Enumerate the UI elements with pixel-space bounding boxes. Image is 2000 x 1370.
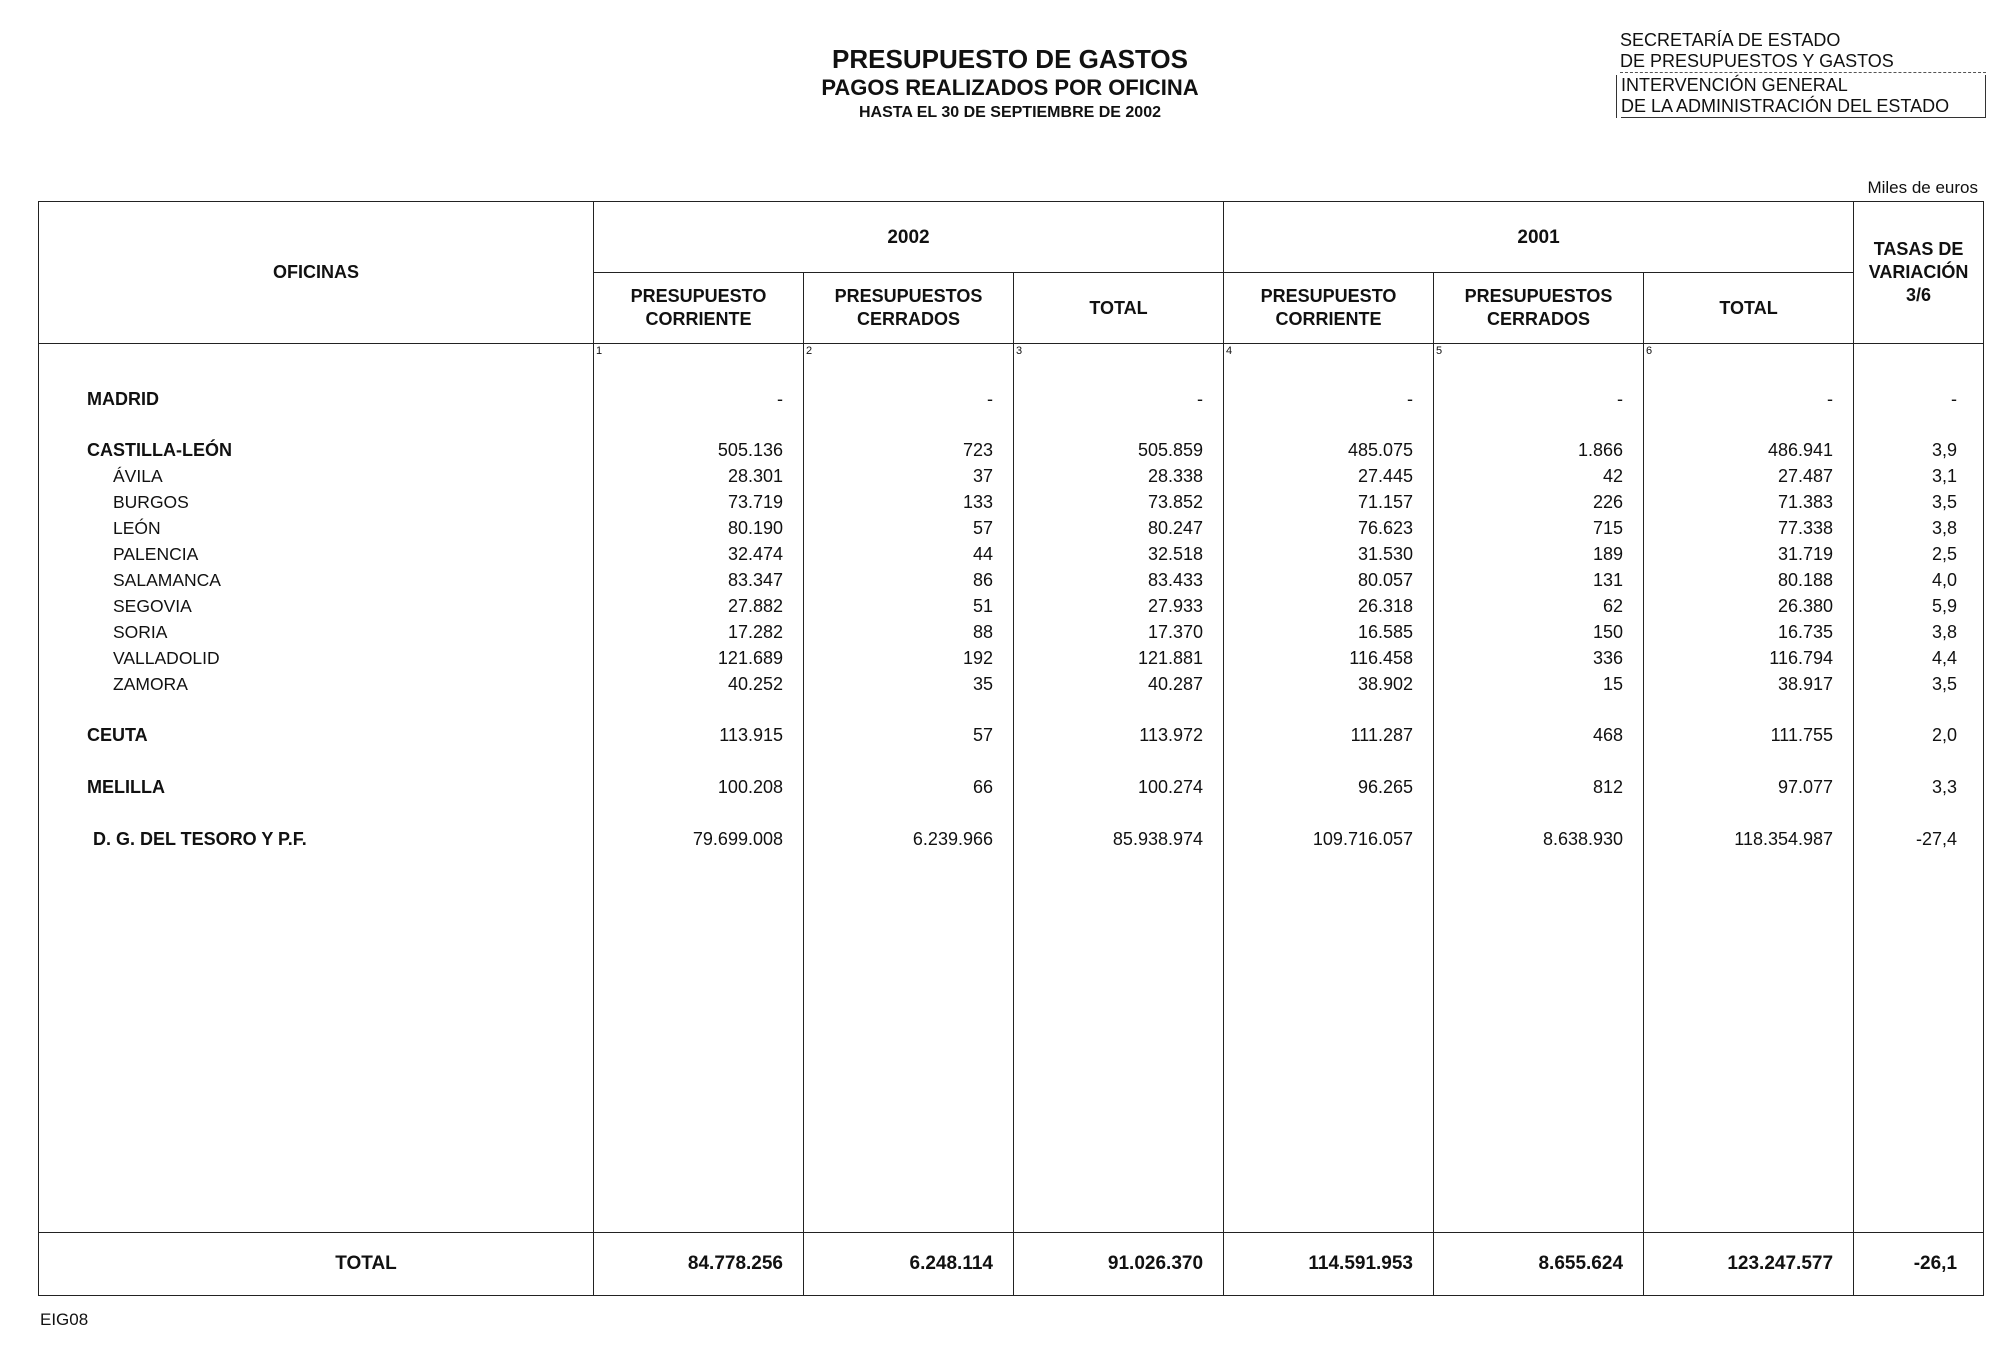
column-number: 5 (1436, 345, 1443, 357)
value-cell: 27.933 (1147, 596, 1204, 616)
value-cell: - (987, 389, 993, 409)
header-2002-corriente (594, 273, 804, 344)
header-2002-cerrados (804, 273, 1014, 344)
header-text: PRESUPUESTOS (834, 286, 983, 306)
value-cell: 192 (962, 648, 993, 668)
column-number: 3 (1016, 345, 1023, 357)
value-cell: - (777, 389, 783, 409)
column-number: 1 (596, 345, 603, 357)
value-cell: 150 (1592, 622, 1624, 642)
header-2001-cerrados (1434, 273, 1644, 344)
total-c2: 6.248.114 (804, 1233, 1014, 1296)
rate-cell: 3,8 (1932, 518, 1958, 538)
value-cell: 80.190 (727, 518, 783, 538)
office-name: LEÓN (113, 518, 161, 538)
header-rate (1854, 202, 1984, 344)
col-3 (1014, 344, 1224, 1233)
header-text: PRESUPUESTO (630, 286, 767, 306)
value-cell: 485.075 (1347, 440, 1414, 460)
value-cell: 80.188 (1777, 570, 1834, 590)
organization-block (1616, 30, 1986, 118)
header-text: PRESUPUESTOS (1464, 286, 1613, 306)
value-cell: 71.157 (1357, 492, 1414, 512)
value-cell: 131 (1592, 570, 1624, 590)
value-cell: 111.755 (1770, 725, 1834, 745)
value-cell: 468 (1592, 725, 1624, 745)
total-c1: 84.778.256 (594, 1233, 804, 1296)
total-c4: 114.591.953 (1224, 1233, 1434, 1296)
value-cell: 26.318 (1357, 596, 1414, 616)
value-cell: 71.383 (1777, 492, 1834, 512)
header-year-2002: 2002 (594, 202, 1224, 273)
rate-cell: -27,4 (1916, 829, 1958, 849)
col-2 (804, 344, 1014, 1233)
total-c5: 8.655.624 (1434, 1233, 1644, 1296)
header-text: CERRADOS (1487, 309, 1591, 329)
col-rate (1854, 344, 1984, 1233)
value-cell: 31.719 (1777, 544, 1834, 564)
report-title: PRESUPUESTO DE GASTOS (832, 44, 1188, 74)
value-cell: 37 (972, 466, 993, 486)
value-cell: 32.474 (727, 544, 783, 564)
value-cell: 27.445 (1357, 466, 1414, 486)
value-cell: 812 (1592, 777, 1624, 797)
total-row (39, 1233, 1984, 1296)
rate-header-line-3: 3/6 (1906, 285, 1932, 305)
column-number: 4 (1226, 345, 1233, 357)
value-cell: 83.347 (727, 570, 783, 590)
value-cell: 121.881 (1137, 648, 1204, 668)
value-cell: 100.208 (717, 777, 783, 797)
value-cell: 6.239.966 (912, 829, 993, 849)
value-cell: 73.852 (1147, 492, 1204, 512)
header-2002-total: TOTAL (1014, 273, 1224, 344)
oficinas-column (39, 344, 594, 1233)
value-cell: 17.370 (1147, 622, 1204, 642)
value-cell: 16.735 (1777, 622, 1834, 642)
value-cell: 226 (1592, 492, 1624, 512)
value-cell: 116.794 (1769, 648, 1834, 668)
value-cell: 51 (972, 596, 993, 616)
value-cell: 1.866 (1577, 440, 1624, 460)
value-cell: 62 (1602, 596, 1624, 616)
value-cell: 723 (962, 440, 993, 460)
value-cell: 88 (972, 622, 993, 642)
value-cell: 28.301 (727, 466, 783, 486)
value-cell: 44 (972, 544, 993, 564)
value-cell: 16.585 (1357, 622, 1414, 642)
value-cell: 133 (962, 492, 993, 512)
value-cell: 97.077 (1777, 777, 1834, 797)
value-cell: 38.917 (1777, 674, 1834, 694)
header-text: PRESUPUESTO (1260, 286, 1397, 306)
rate-cell: 3,3 (1932, 777, 1958, 797)
value-cell: 505.136 (717, 440, 783, 460)
units-label: Miles de euros (1867, 178, 1978, 197)
value-cell: 8.638.930 (1542, 829, 1624, 849)
office-name: SORIA (113, 622, 168, 642)
total-rate: -26,1 (1854, 1233, 1984, 1296)
header-text: CORRIENTE (645, 309, 752, 329)
office-name: SEGOVIA (113, 596, 192, 616)
rate-cell: 5,9 (1932, 596, 1958, 616)
value-cell: 83.433 (1147, 570, 1204, 590)
value-cell: 85.938.974 (1112, 829, 1204, 849)
value-cell: 27.487 (1777, 466, 1834, 486)
report-period: HASTA EL 30 DE SEPTIEMBRE DE 2002 (858, 104, 1161, 121)
value-cell: 109.716.057 (1312, 829, 1414, 849)
col-6 (1644, 344, 1854, 1233)
value-cell: 86 (972, 570, 993, 590)
office-name: MADRID (87, 389, 159, 409)
value-cell: 27.882 (727, 596, 783, 616)
value-cell: 77.338 (1777, 518, 1834, 538)
rate-cell: 3,1 (1932, 466, 1958, 486)
rate-cell: 4,4 (1932, 648, 1958, 668)
value-cell: 15 (1602, 674, 1624, 694)
value-cell: 505.859 (1137, 440, 1204, 460)
value-cell: 118.354.987 (1734, 829, 1834, 849)
rate-cell: 2,0 (1932, 725, 1958, 745)
office-name: VALLADOLID (113, 648, 220, 668)
value-cell: 42 (1602, 466, 1624, 486)
value-cell: 57 (972, 725, 993, 745)
header-2001-corriente (1224, 273, 1434, 344)
payments-table (38, 201, 1984, 1296)
org-line-3: INTERVENCIÓN GENERAL (1621, 75, 1848, 95)
value-cell: 113.972 (1139, 725, 1204, 745)
header-text: CERRADOS (856, 309, 960, 329)
rate-header-line-2: VARIACIÓN (1868, 262, 1969, 282)
col-4 (1224, 344, 1434, 1233)
value-cell: 26.380 (1777, 596, 1834, 616)
value-cell: - (1197, 389, 1204, 409)
office-name: BURGOS (113, 492, 189, 512)
report-subtitle: PAGOS REALIZADOS POR OFICINA (821, 75, 1199, 100)
office-name: MELILLA (87, 777, 165, 797)
org-line-1: SECRETARÍA DE ESTADO (1620, 30, 1841, 50)
footer-code: EIG08 (40, 1310, 89, 1329)
value-cell: 486.941 (1767, 440, 1834, 460)
rate-cell: 2,5 (1932, 544, 1958, 564)
value-cell: - (1407, 389, 1414, 409)
value-cell: 57 (972, 518, 993, 538)
header-year-2001: 2001 (1224, 202, 1854, 273)
org-line-2: DE PRESUPUESTOS Y GASTOS (1620, 51, 1986, 73)
header-oficinas: OFICINAS (39, 202, 594, 344)
rate-header-line-1: TASAS DE (1873, 239, 1964, 259)
value-cell: 40.252 (727, 674, 783, 694)
value-cell: 715 (1592, 518, 1624, 538)
value-cell: 76.623 (1357, 518, 1414, 538)
value-cell: 17.282 (727, 622, 783, 642)
total-c3: 91.026.370 (1014, 1233, 1224, 1296)
rate-cell: 3,9 (1932, 440, 1958, 460)
column-number: 6 (1646, 345, 1653, 357)
col-1 (594, 344, 804, 1233)
rate-cell: 3,8 (1932, 622, 1958, 642)
total-c6: 123.247.577 (1644, 1233, 1854, 1296)
value-cell: 116.458 (1349, 648, 1414, 668)
value-cell: 73.719 (727, 492, 783, 512)
value-cell: 38.902 (1357, 674, 1414, 694)
org-line-4: DE LA ADMINISTRACIÓN DEL ESTADO (1621, 96, 1985, 118)
rate-cell: - (1951, 389, 1958, 409)
rate-cell: 4,0 (1932, 570, 1958, 590)
rate-cell: 3,5 (1932, 492, 1958, 512)
header-text: CORRIENTE (1275, 309, 1382, 329)
report-title-block (700, 44, 1320, 124)
value-cell: 113.915 (719, 725, 783, 745)
value-cell: 189 (1592, 544, 1624, 564)
office-name: D. G. DEL TESORO Y P.F. (93, 829, 307, 849)
value-cell: 111.287 (1350, 725, 1414, 745)
header-2001-total: TOTAL (1644, 273, 1854, 344)
value-cell: 336 (1592, 648, 1624, 668)
office-name: ZAMORA (113, 674, 188, 694)
value-cell: 80.057 (1357, 570, 1414, 590)
value-cell: 80.247 (1147, 518, 1204, 538)
office-name: CASTILLA-LEÓN (87, 440, 232, 460)
value-cell: 79.699.008 (692, 829, 783, 849)
office-name: CEUTA (87, 725, 148, 745)
office-name: SALAMANCA (113, 570, 221, 590)
value-cell: 121.689 (717, 648, 783, 668)
rate-cell: 3,5 (1932, 674, 1958, 694)
value-cell: 40.287 (1147, 674, 1204, 694)
value-cell: 32.518 (1147, 544, 1204, 564)
total-label: TOTAL (39, 1233, 594, 1296)
office-name: ÁVILA (113, 466, 163, 486)
value-cell: - (1827, 389, 1834, 409)
value-cell: 31.530 (1357, 544, 1414, 564)
office-name: PALENCIA (113, 544, 199, 564)
value-cell: 66 (972, 777, 993, 797)
col-5 (1434, 344, 1644, 1233)
column-number: 2 (806, 345, 813, 357)
value-cell: - (1617, 389, 1624, 409)
value-cell: 96.265 (1357, 777, 1414, 797)
value-cell: 28.338 (1147, 466, 1204, 486)
value-cell: 35 (972, 674, 993, 694)
value-cell: 100.274 (1137, 777, 1204, 797)
